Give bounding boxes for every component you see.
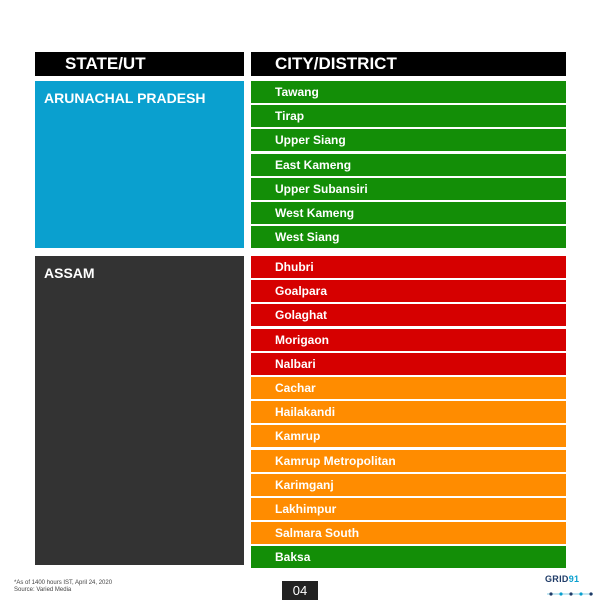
district-row: Kamrup xyxy=(251,425,566,447)
logo-number: 91 xyxy=(568,574,580,584)
district-row: Dhubri xyxy=(251,256,566,278)
district-row: Morigaon xyxy=(251,329,566,351)
footnote-line1: *As of 1400 hours IST, April 24, 2020 xyxy=(14,580,113,586)
district-row: Tawang xyxy=(251,81,566,103)
district-row: Salmara South xyxy=(251,522,566,544)
district-row: Kamrup Metropolitan xyxy=(251,450,566,472)
district-row: Karimganj xyxy=(251,474,566,496)
logo-text: GRID xyxy=(545,574,569,584)
grid91-logo xyxy=(545,574,597,598)
district-list-arunachal xyxy=(251,81,566,250)
district-row: Upper Subansiri xyxy=(251,178,566,200)
district-row: Hailakandi xyxy=(251,401,566,423)
footnote-line2: Source: Varied Media xyxy=(14,587,72,593)
district-row: West Siang xyxy=(251,226,566,248)
logo-dots-icon xyxy=(545,591,595,597)
district-row: Tirap xyxy=(251,105,566,127)
city-header: CITY/DISTRICT xyxy=(251,52,566,76)
footnote xyxy=(14,580,112,594)
district-row: Goalpara xyxy=(251,280,566,302)
district-row: East Kameng xyxy=(251,154,566,176)
state-arunachal-pradesh: ARUNACHAL PRADESH xyxy=(35,81,244,248)
district-row: Upper Siang xyxy=(251,129,566,151)
district-row: West Kameng xyxy=(251,202,566,224)
district-row: Baksa xyxy=(251,546,566,568)
district-row: Nalbari xyxy=(251,353,566,375)
state-header: STATE/UT xyxy=(35,52,244,76)
district-row: Cachar xyxy=(251,377,566,399)
state-assam: ASSAM xyxy=(35,256,244,565)
page-number: 04 xyxy=(282,581,318,600)
district-row: Golaghat xyxy=(251,304,566,326)
district-list-assam xyxy=(251,256,566,570)
district-row: Lakhimpur xyxy=(251,498,566,520)
